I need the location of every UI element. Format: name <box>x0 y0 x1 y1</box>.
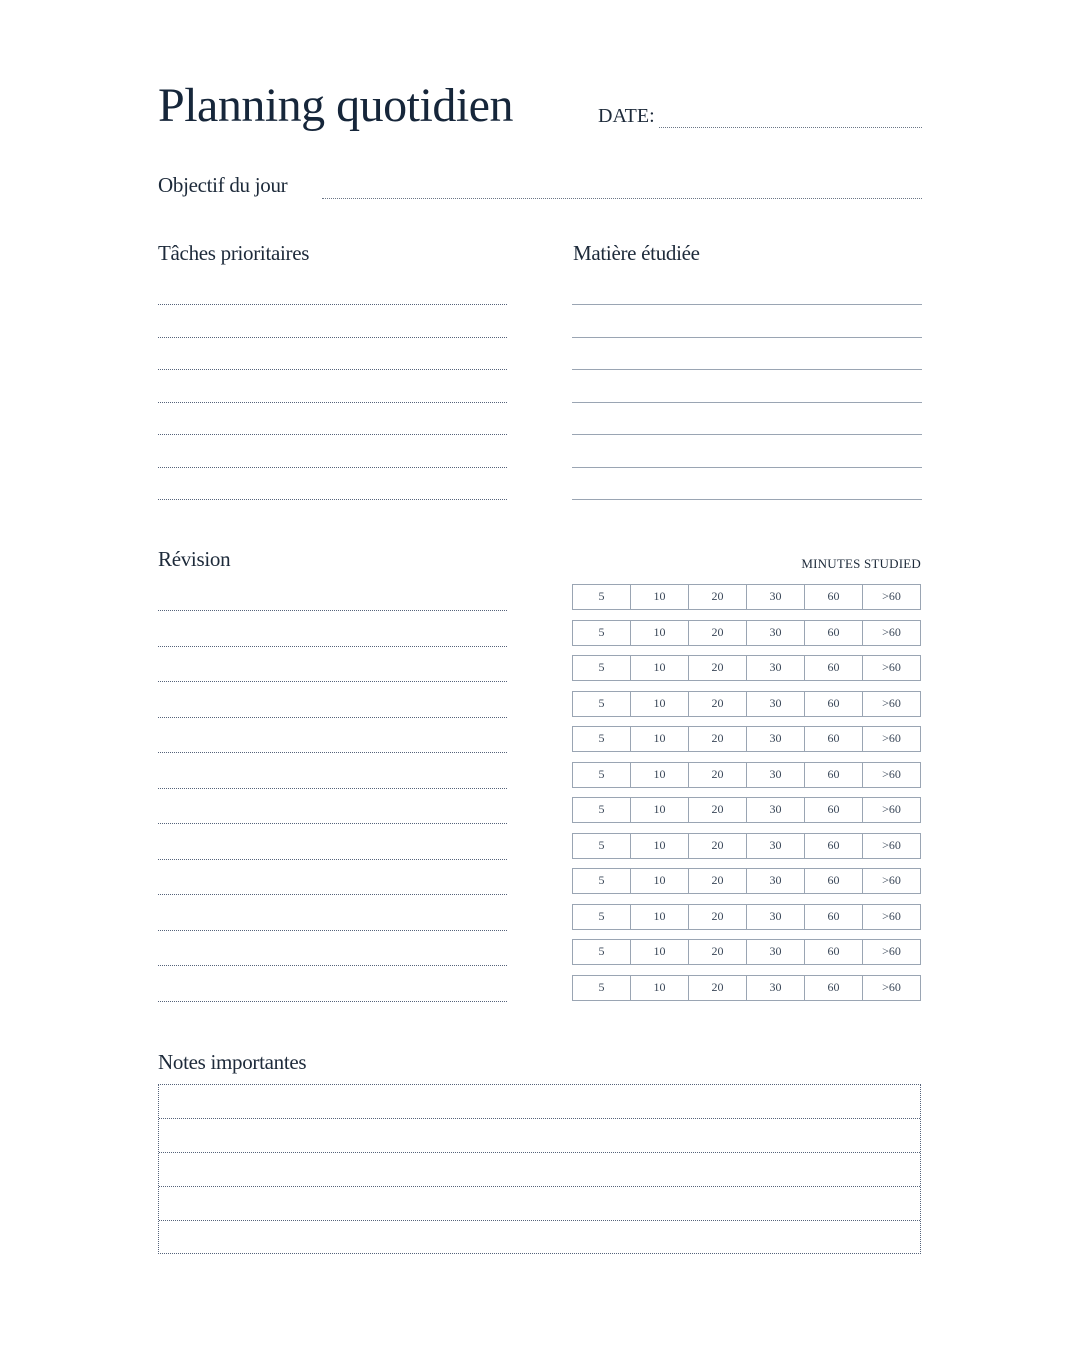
minutes-row <box>572 691 921 717</box>
minutes-option-cell[interactable]: 10 <box>631 904 689 930</box>
revision-line[interactable] <box>158 646 507 647</box>
revision-label: Révision <box>158 547 231 571</box>
notes-row-line[interactable] <box>159 1118 920 1119</box>
minutes-option-cell[interactable]: 5 <box>572 762 631 788</box>
minutes-option-cell[interactable]: 60 <box>805 797 863 823</box>
minutes-option-cell[interactable]: >60 <box>863 833 921 859</box>
minutes-option-cell[interactable]: 10 <box>631 975 689 1001</box>
minutes-option-cell[interactable]: 30 <box>747 904 805 930</box>
minutes-option-cell[interactable]: >60 <box>863 584 921 610</box>
notes-row-line[interactable] <box>159 1186 920 1187</box>
minutes-option-cell[interactable]: >60 <box>863 868 921 894</box>
minutes-row <box>572 868 921 894</box>
revision-line[interactable] <box>158 717 507 718</box>
minutes-option-cell[interactable]: 5 <box>572 620 631 646</box>
minutes-option-cell[interactable]: 60 <box>805 904 863 930</box>
minutes-option-cell[interactable]: 10 <box>631 868 689 894</box>
minutes-row <box>572 584 921 610</box>
subject-studied-line[interactable] <box>572 369 922 370</box>
minutes-option-cell[interactable]: 10 <box>631 726 689 752</box>
priority-tasks-label: Tâches prioritaires <box>158 241 310 265</box>
minutes-option-cell[interactable]: 5 <box>572 691 631 717</box>
subject-studied-line[interactable] <box>572 337 922 338</box>
minutes-option-cell[interactable]: >60 <box>863 797 921 823</box>
revision-line[interactable] <box>158 752 507 753</box>
minutes-option-cell[interactable]: 5 <box>572 939 631 965</box>
minutes-option-cell[interactable]: >60 <box>863 620 921 646</box>
minutes-row <box>572 762 921 788</box>
minutes-option-cell[interactable]: 10 <box>631 584 689 610</box>
minutes-option-cell[interactable]: 20 <box>689 620 747 646</box>
minutes-option-cell[interactable]: 5 <box>572 868 631 894</box>
minutes-option-cell[interactable]: 5 <box>572 904 631 930</box>
minutes-option-cell[interactable]: 30 <box>747 620 805 646</box>
revision-line[interactable] <box>158 1001 507 1002</box>
minutes-option-cell[interactable]: 60 <box>805 939 863 965</box>
subject-studied-line[interactable] <box>572 304 922 305</box>
minutes-option-cell[interactable]: 60 <box>805 584 863 610</box>
minutes-row <box>572 797 921 823</box>
minutes-row <box>572 939 921 965</box>
minutes-option-cell[interactable]: 10 <box>631 833 689 859</box>
minutes-row <box>572 726 921 752</box>
minutes-option-cell[interactable]: >60 <box>863 655 921 681</box>
minutes-option-cell[interactable]: 20 <box>689 975 747 1001</box>
minutes-option-cell[interactable]: 30 <box>747 939 805 965</box>
minutes-option-cell[interactable]: >60 <box>863 904 921 930</box>
minutes-option-cell[interactable]: 20 <box>689 868 747 894</box>
minutes-option-cell[interactable]: 10 <box>631 797 689 823</box>
subject-studied-line[interactable] <box>572 467 922 468</box>
minutes-option-cell[interactable]: 30 <box>747 762 805 788</box>
minutes-row <box>572 620 921 646</box>
minutes-option-cell[interactable]: 60 <box>805 975 863 1001</box>
subject-studied-line[interactable] <box>572 499 922 500</box>
page-title: Planning quotidien <box>158 79 513 132</box>
minutes-option-cell[interactable]: 60 <box>805 655 863 681</box>
minutes-option-cell[interactable]: 60 <box>805 833 863 859</box>
minutes-option-cell[interactable]: 30 <box>747 975 805 1001</box>
minutes-option-cell[interactable]: 5 <box>572 975 631 1001</box>
minutes-option-cell[interactable]: 20 <box>689 726 747 752</box>
minutes-option-cell[interactable]: 30 <box>747 726 805 752</box>
minutes-option-cell[interactable]: 20 <box>689 904 747 930</box>
revision-line[interactable] <box>158 894 507 895</box>
minutes-row <box>572 904 921 930</box>
revision-line[interactable] <box>158 930 507 931</box>
minutes-option-cell[interactable]: >60 <box>863 939 921 965</box>
minutes-row <box>572 655 921 681</box>
minutes-option-cell[interactable]: 20 <box>689 691 747 717</box>
minutes-option-cell[interactable]: 30 <box>747 868 805 894</box>
notes-row-line[interactable] <box>159 1220 920 1221</box>
minutes-option-cell[interactable]: 20 <box>689 584 747 610</box>
notes-label: Notes importantes <box>158 1050 307 1074</box>
revision-line[interactable] <box>158 823 507 824</box>
minutes-option-cell[interactable]: 20 <box>689 939 747 965</box>
minutes-option-cell[interactable]: 60 <box>805 726 863 752</box>
minutes-option-cell[interactable]: 20 <box>689 797 747 823</box>
minutes-option-cell[interactable]: 60 <box>805 762 863 788</box>
minutes-option-cell[interactable]: 30 <box>747 833 805 859</box>
minutes-option-cell[interactable]: 20 <box>689 833 747 859</box>
subject-studied-line[interactable] <box>572 434 922 435</box>
minutes-studied-label: MINUTES STUDIED <box>801 556 921 571</box>
minutes-option-cell[interactable]: 10 <box>631 620 689 646</box>
minutes-option-cell[interactable]: 10 <box>631 762 689 788</box>
goal-label: Objectif du jour <box>158 173 288 197</box>
date-label: DATE: <box>598 105 655 127</box>
revision-line[interactable] <box>158 610 507 611</box>
revision-line[interactable] <box>158 681 507 682</box>
minutes-option-cell[interactable]: 60 <box>805 620 863 646</box>
minutes-option-cell[interactable]: 5 <box>572 655 631 681</box>
subject-studied-label: Matière étudiée <box>573 241 700 265</box>
minutes-option-cell[interactable]: 10 <box>631 691 689 717</box>
minutes-option-cell[interactable]: 30 <box>747 691 805 717</box>
minutes-option-cell[interactable]: >60 <box>863 691 921 717</box>
minutes-option-cell[interactable]: 10 <box>631 939 689 965</box>
minutes-option-cell[interactable]: 5 <box>572 797 631 823</box>
revision-line[interactable] <box>158 859 507 860</box>
subject-studied-line[interactable] <box>572 402 922 403</box>
minutes-option-cell[interactable]: 60 <box>805 868 863 894</box>
minutes-option-cell[interactable]: 10 <box>631 655 689 681</box>
minutes-option-cell[interactable]: 20 <box>689 762 747 788</box>
minutes-row <box>572 833 921 859</box>
minutes-option-cell[interactable]: 30 <box>747 584 805 610</box>
minutes-option-cell[interactable]: >60 <box>863 975 921 1001</box>
revision-line[interactable] <box>158 965 507 966</box>
minutes-row <box>572 975 921 1001</box>
minutes-option-cell[interactable]: 5 <box>572 726 631 752</box>
notes-row-line[interactable] <box>159 1152 920 1153</box>
minutes-option-cell[interactable]: 20 <box>689 655 747 681</box>
minutes-option-cell[interactable]: 5 <box>572 833 631 859</box>
minutes-option-cell[interactable]: 60 <box>805 691 863 717</box>
minutes-option-cell[interactable]: 30 <box>747 655 805 681</box>
revision-line[interactable] <box>158 788 507 789</box>
minutes-option-cell[interactable]: >60 <box>863 762 921 788</box>
minutes-option-cell[interactable]: 30 <box>747 797 805 823</box>
minutes-option-cell[interactable]: 5 <box>572 584 631 610</box>
notes-box[interactable] <box>158 1084 921 1254</box>
minutes-option-cell[interactable]: >60 <box>863 726 921 752</box>
